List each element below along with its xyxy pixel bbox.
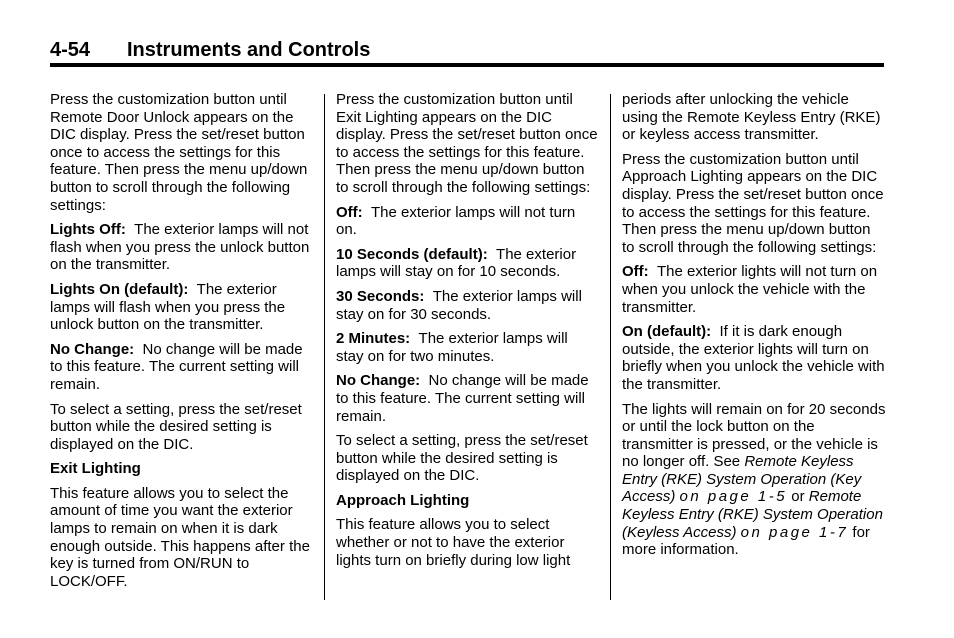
- setting-desc: The exterior lamps will stay on for 10 seconds.: [336, 245, 577, 281]
- setting-desc: The exterior lights will not turn on when you unlock the vehicle with the transmitter.: [622, 263, 878, 316]
- cross-reference-link[interactable]: Remote Keyless Entry (RKE) System Operation (Key Access): [622, 453, 862, 506]
- setting-30-seconds: [336, 288, 598, 323]
- setting-desc: The exterior lamps will flash when you press the unlock button on the transmitter.: [50, 280, 286, 334]
- setting-desc: The exterior lamps will stay on for two minutes.: [336, 330, 568, 365]
- intro-paragraph: Press the customization button until Remote Door Unlock appears on the DIC display. Press the set/reset button once to access the settings for this feature. Then press the menu up/down button to scroll through the following settings:: [50, 91, 308, 214]
- setting-desc: The exterior lamps will not flash when you press the unlock button on the transmitter.: [50, 221, 310, 274]
- setting-off: [622, 263, 887, 316]
- exit-lighting-paragraph: This feature allows you to select the amount of time you want the exterior lamps to remain on when it is dark enough outside. This happens after the key is turned from ON/RUN to LOCK/OFF.: [50, 484, 310, 590]
- setting-term: Off:: [336, 203, 363, 221]
- continued-paragraph: periods after unlocking the vehicle using the Remote Keyless Entry (RKE) or keyless access transmitter.: [622, 91, 881, 144]
- setting-term: 2 Minutes:: [336, 330, 411, 348]
- reference-paragraph: [622, 401, 887, 559]
- column-1: [50, 91, 312, 597]
- select-paragraph: To select a setting, press the set/reset button while the desired setting is displayed on the DIC.: [50, 400, 302, 453]
- setting-10-seconds: [336, 246, 598, 281]
- setting-desc: If it is dark enough outside, the exterior lights will turn on briefly when you unlock the vehicle with the transmitter.: [622, 323, 885, 393]
- setting-2-minutes: [336, 330, 598, 365]
- setting-no-change: [50, 341, 312, 394]
- setting-term: On (default):: [622, 323, 712, 341]
- setting-off: [336, 204, 598, 239]
- setting-term: Lights Off:: [50, 221, 126, 239]
- reference-text: The lights will remain on for 20 seconds or until the lock button on the transmitter is pressed, or the vehicle is no longer off. See: [622, 400, 886, 471]
- setting-term: No Change:: [50, 340, 135, 358]
- column-3: [622, 91, 887, 566]
- page-reference[interactable]: on page 1-7: [740, 523, 849, 541]
- header-rule: [50, 63, 884, 67]
- setting-lights-off: [50, 221, 312, 274]
- intro-paragraph: Press the customization button until Exit Lighting appears on the DIC display. Press the set/reset button once to access the settings for this feature. Then press the menu up/down button to scroll through the following settings:: [336, 91, 598, 196]
- column-divider: [610, 94, 611, 600]
- column-divider: [324, 94, 325, 600]
- setting-term: Lights On (default):: [50, 280, 189, 298]
- approach-lighting-paragraph: This feature allows you to select whether or not to have the exterior lights turn on briefly during low light: [336, 516, 571, 569]
- or-text: or: [791, 488, 805, 506]
- setting-no-change: [336, 372, 598, 425]
- reference-tail: for more information.: [622, 523, 870, 559]
- setting-term: 30 Seconds:: [336, 287, 425, 305]
- cross-reference-link[interactable]: Remote Keyless Entry (RKE) System Operation (Keyless Access): [622, 488, 883, 541]
- setting-term: 10 Seconds (default):: [336, 245, 488, 263]
- setting-desc: No change will be made to this feature. The current setting will remain.: [336, 372, 589, 425]
- setting-on: [622, 323, 887, 393]
- subheading-exit-lighting: Exit Lighting: [50, 460, 141, 478]
- intro-paragraph: Press the customization button until Approach Lighting appears on the DIC display. Press the set/reset button once to access the settings for this feature. Then press the menu up/down button to scroll through the following settings:: [622, 150, 884, 256]
- section-title: Instruments and Controls: [127, 39, 371, 61]
- setting-term: Off:: [622, 263, 649, 281]
- setting-desc: The exterior lamps will stay on for 30 seconds.: [336, 287, 582, 323]
- column-2: [336, 91, 598, 576]
- page-reference[interactable]: on page 1-5: [679, 488, 788, 506]
- select-paragraph: To select a setting, press the set/reset button while the desired setting is displayed on the DIC.: [336, 432, 588, 485]
- page-header: [50, 38, 884, 64]
- setting-desc: The exterior lamps will not turn on.: [336, 203, 576, 239]
- setting-desc: No change will be made to this feature. The current setting will remain.: [50, 340, 303, 393]
- subheading-approach-lighting: Approach Lighting: [336, 491, 470, 509]
- setting-lights-on: [50, 281, 312, 334]
- setting-term: No Change:: [336, 372, 421, 390]
- page-number: 4-54: [50, 39, 91, 61]
